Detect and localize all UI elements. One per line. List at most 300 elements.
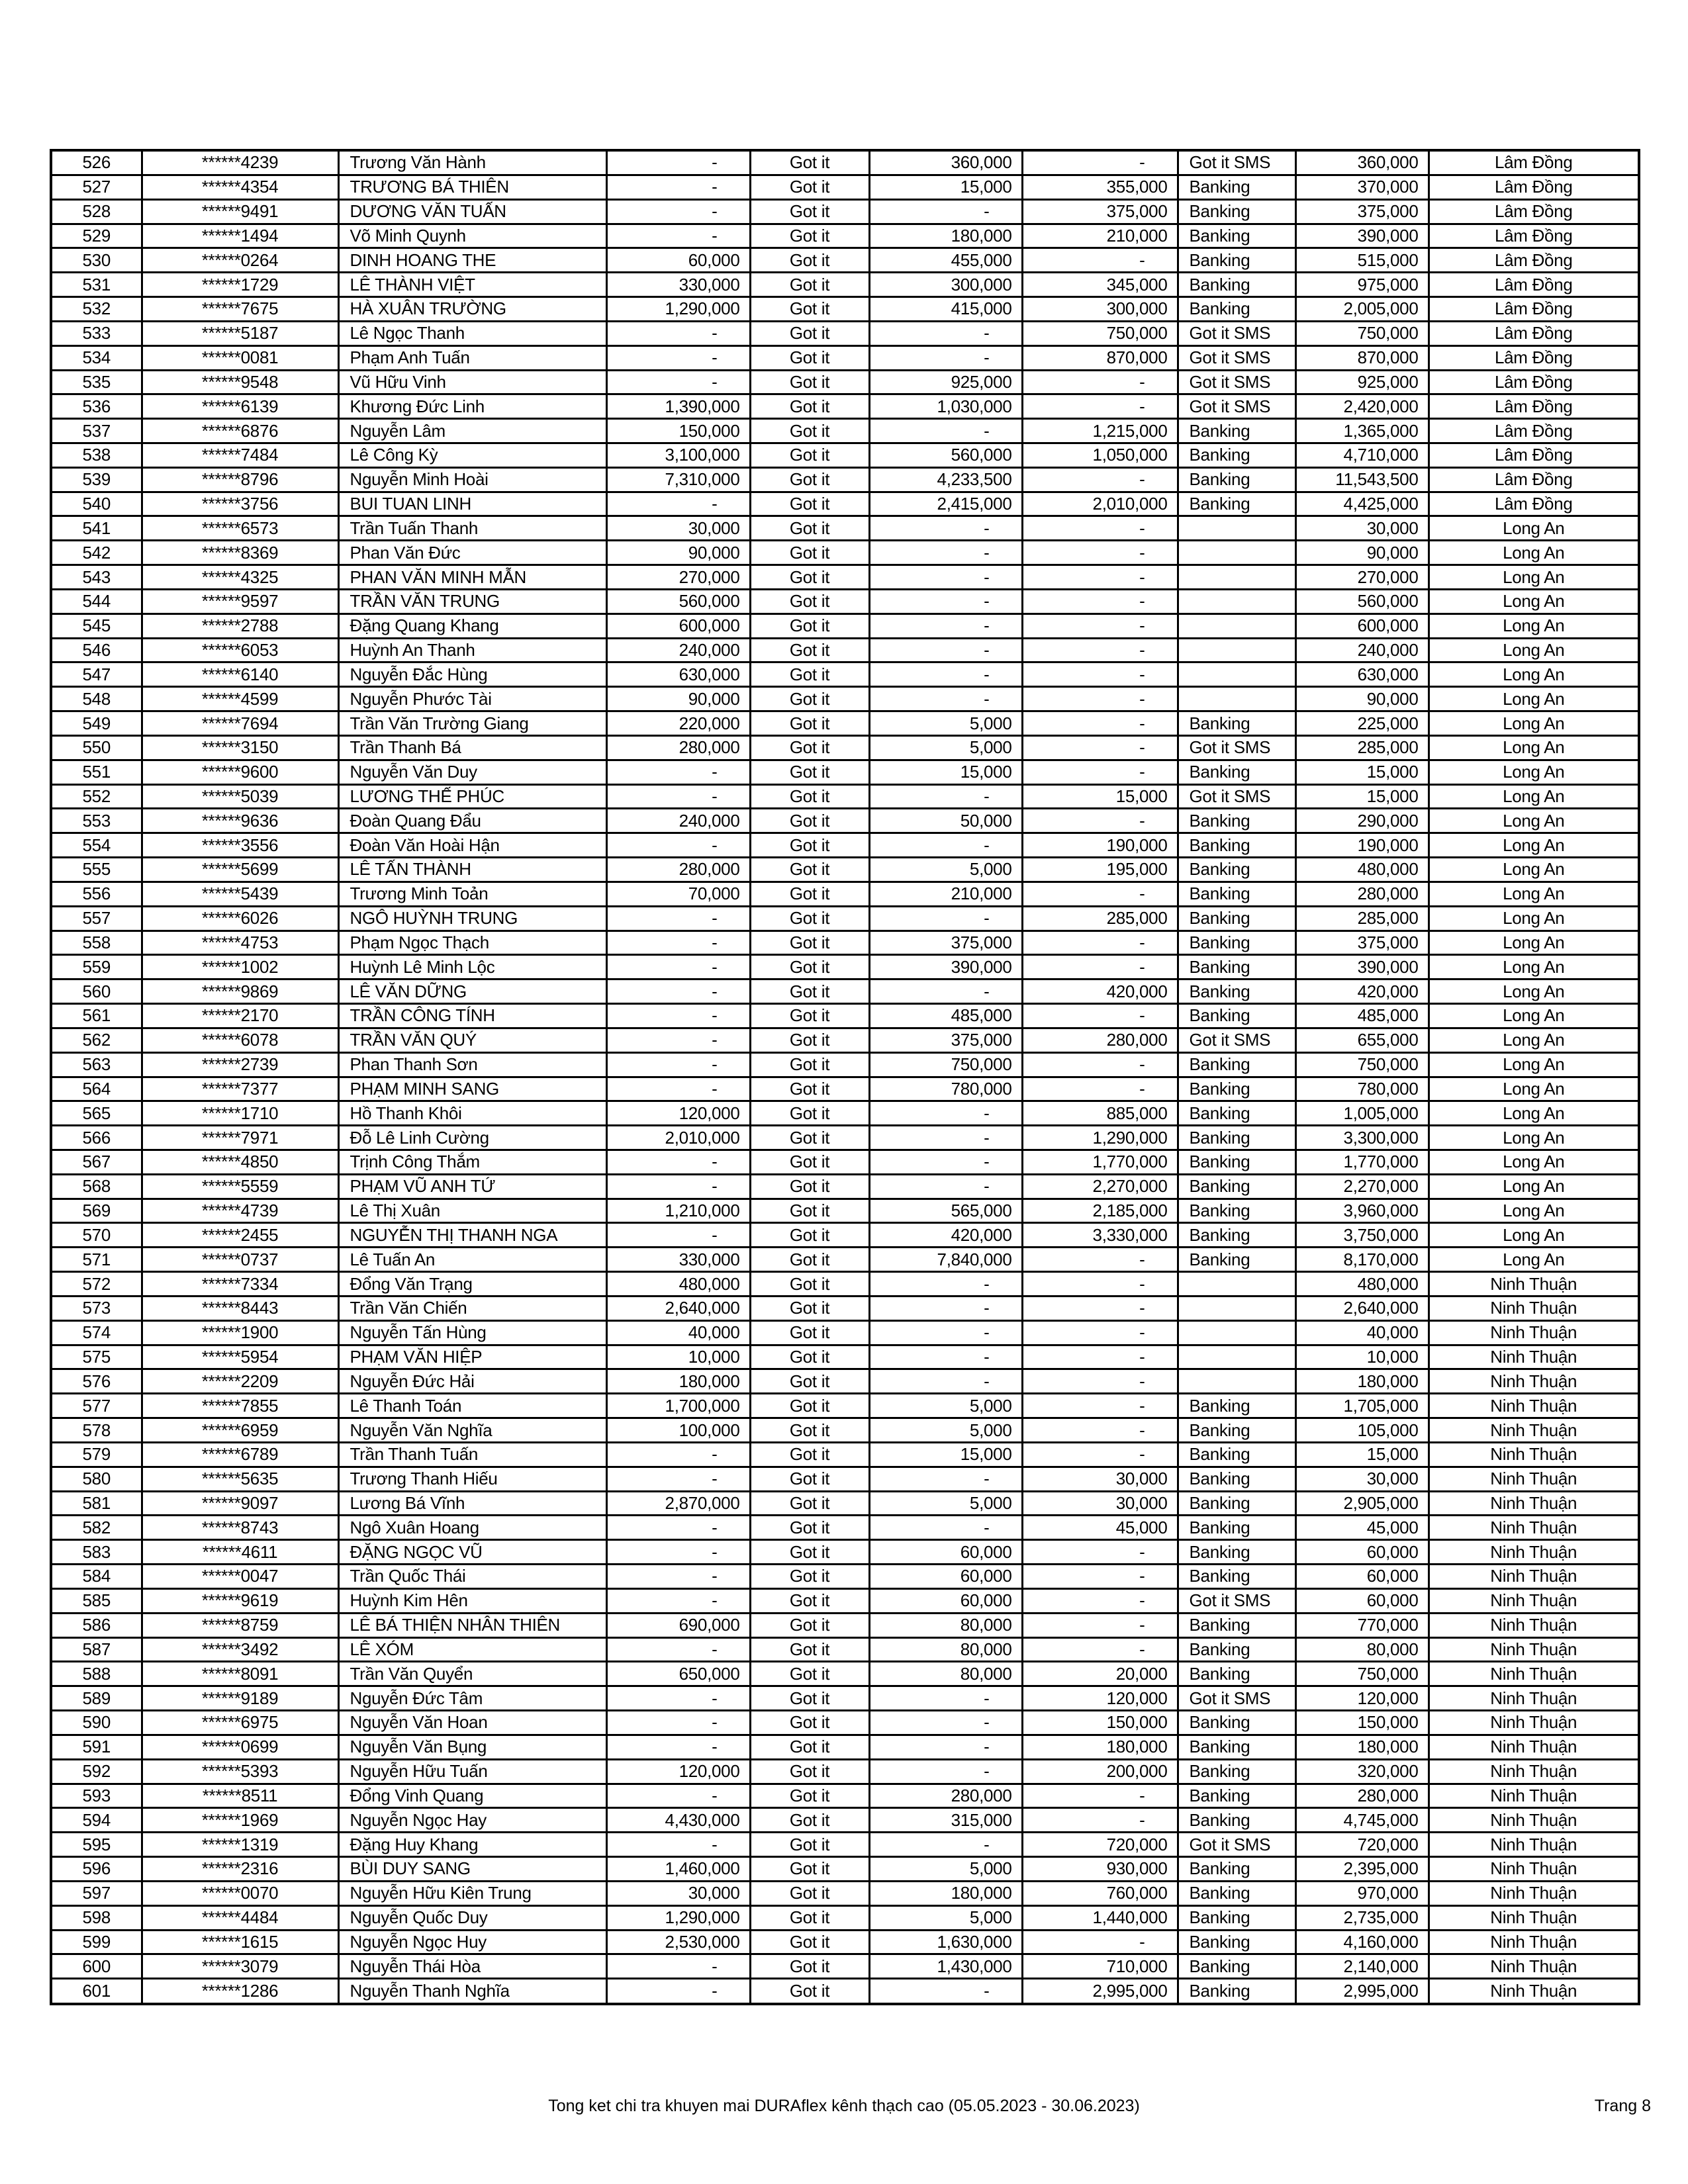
cell-payment-method: Banking: [1178, 1418, 1295, 1443]
cell-total-amount: 750,000: [1295, 1052, 1429, 1077]
cell-amount-1: -: [606, 492, 750, 516]
cell-amount-2: -: [869, 1369, 1022, 1394]
cell-customer-name: LÊ BÁ THIỆN NHÂN THIÊN: [338, 1613, 606, 1637]
cell-province: Ninh Thuận: [1429, 1394, 1639, 1418]
cell-confirm-status: Got it: [750, 833, 869, 858]
cell-masked-phone: ******6139: [142, 394, 338, 419]
cell-customer-name: Nguyễn Quốc Duy: [338, 1905, 606, 1930]
cell-row-number: 585: [51, 1588, 142, 1613]
cell-total-amount: 655,000: [1295, 1028, 1429, 1052]
cell-amount-3: 355,000: [1022, 175, 1178, 199]
cell-row-number: 582: [51, 1516, 142, 1540]
cell-payment-method: Banking: [1178, 1784, 1295, 1808]
cell-confirm-status: Got it: [750, 1905, 869, 1930]
cell-amount-1: 330,000: [606, 273, 750, 297]
cell-customer-name: Trần Văn Quyển: [338, 1662, 606, 1686]
cell-payment-method: Banking: [1178, 1248, 1295, 1272]
cell-payment-method: Banking: [1178, 1954, 1295, 1979]
cell-province: Long An: [1429, 1028, 1639, 1052]
cell-amount-1: -: [606, 345, 750, 370]
cell-province: Lâm Đồng: [1429, 467, 1639, 492]
cell-masked-phone: ******4325: [142, 565, 338, 590]
cell-masked-phone: ******2455: [142, 1223, 338, 1248]
cell-row-number: 559: [51, 955, 142, 979]
cell-masked-phone: ******6959: [142, 1418, 338, 1443]
cell-confirm-status: Got it: [750, 906, 869, 931]
cell-customer-name: ĐẶNG NGỌC VŨ: [338, 1540, 606, 1565]
cell-amount-1: -: [606, 906, 750, 931]
table-row: [51, 1565, 1639, 1589]
cell-amount-3: -: [1022, 882, 1178, 906]
cell-total-amount: 225,000: [1295, 711, 1429, 736]
table-row: [51, 1223, 1639, 1248]
cell-amount-2: -: [869, 638, 1022, 662]
cell-row-number: 594: [51, 1808, 142, 1833]
cell-masked-phone: ******6573: [142, 516, 338, 541]
cell-masked-phone: ******9097: [142, 1491, 338, 1516]
cell-confirm-status: Got it: [750, 273, 869, 297]
cell-payment-method: Banking: [1178, 1223, 1295, 1248]
cell-amount-1: 120,000: [606, 1101, 750, 1126]
cell-total-amount: 600,000: [1295, 614, 1429, 638]
cell-amount-1: 650,000: [606, 1662, 750, 1686]
cell-customer-name: Nguyễn Hữu Kiên Trung: [338, 1881, 606, 1905]
cell-row-number: 578: [51, 1418, 142, 1443]
cell-payment-method: Banking: [1178, 1637, 1295, 1662]
cell-amount-2: -: [869, 614, 1022, 638]
cell-amount-1: 10,000: [606, 1345, 750, 1369]
cell-customer-name: Phan Thanh Sơn: [338, 1052, 606, 1077]
table-row: [51, 224, 1639, 248]
cell-province: Ninh Thuận: [1429, 1735, 1639, 1759]
cell-province: Ninh Thuận: [1429, 1296, 1639, 1320]
cell-row-number: 567: [51, 1150, 142, 1175]
cell-total-amount: 1,365,000: [1295, 419, 1429, 443]
cell-amount-3: 930,000: [1022, 1857, 1178, 1882]
cell-province: Ninh Thuận: [1429, 1588, 1639, 1613]
cell-amount-1: -: [606, 1979, 750, 2004]
cell-payment-method: Banking: [1178, 1174, 1295, 1199]
cell-total-amount: 970,000: [1295, 1881, 1429, 1905]
cell-customer-name: Huỳnh Kim Hên: [338, 1588, 606, 1613]
cell-payment-method: Banking: [1178, 858, 1295, 882]
cell-row-number: 557: [51, 906, 142, 931]
cell-total-amount: 750,000: [1295, 321, 1429, 345]
cell-row-number: 534: [51, 345, 142, 370]
cell-confirm-status: Got it: [750, 1101, 869, 1126]
cell-total-amount: 3,300,000: [1295, 1126, 1429, 1150]
cell-amount-3: 210,000: [1022, 224, 1178, 248]
table-row: [51, 589, 1639, 614]
cell-row-number: 536: [51, 394, 142, 419]
cell-amount-3: 885,000: [1022, 1101, 1178, 1126]
cell-confirm-status: Got it: [750, 1954, 869, 1979]
cell-customer-name: BÙI DUY SANG: [338, 1857, 606, 1882]
cell-amount-1: 240,000: [606, 809, 750, 833]
cell-masked-phone: ******4611: [142, 1540, 338, 1565]
table-row: [51, 1588, 1639, 1613]
cell-amount-2: 415,000: [869, 297, 1022, 322]
cell-total-amount: 30,000: [1295, 1467, 1429, 1491]
cell-total-amount: 480,000: [1295, 1272, 1429, 1297]
cell-amount-1: -: [606, 321, 750, 345]
cell-masked-phone: ******5954: [142, 1345, 338, 1369]
cell-payment-method: [1178, 1272, 1295, 1297]
cell-row-number: 599: [51, 1930, 142, 1954]
cell-amount-1: 100,000: [606, 1418, 750, 1443]
cell-confirm-status: Got it: [750, 1126, 869, 1150]
cell-customer-name: PHAN VĂN MINH MẪN: [338, 565, 606, 590]
cell-customer-name: Nguyễn Văn Bụng: [338, 1735, 606, 1759]
cell-customer-name: Nguyễn Văn Nghĩa: [338, 1418, 606, 1443]
cell-masked-phone: ******4354: [142, 175, 338, 199]
cell-customer-name: Nguyễn Ngọc Huy: [338, 1930, 606, 1954]
cell-customer-name: Trương Thanh Hiếu: [338, 1467, 606, 1491]
cell-amount-3: 3,330,000: [1022, 1223, 1178, 1248]
cell-amount-2: 5,000: [869, 1394, 1022, 1418]
cell-amount-2: 2,415,000: [869, 492, 1022, 516]
cell-customer-name: Trần Thanh Tuấn: [338, 1442, 606, 1467]
cell-masked-phone: ******0699: [142, 1735, 338, 1759]
cell-amount-2: 5,000: [869, 711, 1022, 736]
cell-amount-3: -: [1022, 1540, 1178, 1565]
cell-amount-1: 2,010,000: [606, 1126, 750, 1150]
cell-customer-name: DINH HOANG THE: [338, 248, 606, 273]
table-row: [51, 1735, 1639, 1759]
cell-amount-2: 15,000: [869, 175, 1022, 199]
cell-customer-name: LÊ VĂN DỮNG: [338, 979, 606, 1004]
cell-amount-3: 2,185,000: [1022, 1199, 1178, 1223]
table-row: [51, 467, 1639, 492]
cell-customer-name: Lê Thị Xuân: [338, 1199, 606, 1223]
cell-customer-name: Lê Ngọc Thanh: [338, 321, 606, 345]
cell-amount-1: -: [606, 199, 750, 224]
cell-amount-2: -: [869, 687, 1022, 711]
cell-amount-1: 2,640,000: [606, 1296, 750, 1320]
cell-total-amount: 180,000: [1295, 1369, 1429, 1394]
cell-row-number: 549: [51, 711, 142, 736]
table-row: [51, 1467, 1639, 1491]
table-row: [51, 1077, 1639, 1101]
cell-amount-3: -: [1022, 1588, 1178, 1613]
cell-customer-name: Nguyễn Văn Hoan: [338, 1711, 606, 1735]
cell-amount-2: 5,000: [869, 858, 1022, 882]
table-row: [51, 1028, 1639, 1052]
cell-customer-name: PHẠM MINH SANG: [338, 1077, 606, 1101]
cell-row-number: 589: [51, 1686, 142, 1711]
cell-customer-name: Huỳnh An Thanh: [338, 638, 606, 662]
cell-masked-phone: ******1319: [142, 1833, 338, 1857]
cell-amount-3: 15,000: [1022, 784, 1178, 809]
cell-amount-1: -: [606, 224, 750, 248]
cell-amount-3: -: [1022, 370, 1178, 394]
cell-payment-method: [1178, 614, 1295, 638]
cell-province: Lâm Đồng: [1429, 248, 1639, 273]
cell-payment-method: [1178, 589, 1295, 614]
cell-amount-2: 5,000: [869, 1418, 1022, 1443]
cell-province: Long An: [1429, 1052, 1639, 1077]
table-row: [51, 248, 1639, 273]
cell-customer-name: Trương Minh Toản: [338, 882, 606, 906]
cell-customer-name: Lê Công Kỳ: [338, 443, 606, 467]
cell-amount-3: 45,000: [1022, 1516, 1178, 1540]
cell-amount-2: 210,000: [869, 882, 1022, 906]
cell-amount-2: -: [869, 565, 1022, 590]
cell-amount-1: 600,000: [606, 614, 750, 638]
cell-total-amount: 105,000: [1295, 1418, 1429, 1443]
cell-province: Long An: [1429, 687, 1639, 711]
cell-row-number: 597: [51, 1881, 142, 1905]
cell-payment-method: Banking: [1178, 906, 1295, 931]
table-row: [51, 931, 1639, 955]
cell-customer-name: Nguyễn Đắc Hùng: [338, 662, 606, 687]
cell-amount-3: 420,000: [1022, 979, 1178, 1004]
cell-province: Ninh Thuận: [1429, 1930, 1639, 1954]
cell-confirm-status: Got it: [750, 248, 869, 273]
table-body: [51, 150, 1639, 2004]
cell-total-amount: 190,000: [1295, 833, 1429, 858]
cell-province: Ninh Thuận: [1429, 1345, 1639, 1369]
cell-total-amount: 4,710,000: [1295, 443, 1429, 467]
cell-amount-1: 4,430,000: [606, 1808, 750, 1833]
cell-amount-2: -: [869, 1759, 1022, 1784]
cell-customer-name: Phan Văn Đức: [338, 541, 606, 565]
cell-payment-method: Banking: [1178, 1077, 1295, 1101]
cell-masked-phone: ******8796: [142, 467, 338, 492]
cell-confirm-status: Got it: [750, 150, 869, 175]
cell-customer-name: LÊ THÀNH VIỆT: [338, 273, 606, 297]
cell-province: Ninh Thuận: [1429, 1369, 1639, 1394]
table-row: [51, 858, 1639, 882]
table-row: [51, 1442, 1639, 1467]
cell-province: Ninh Thuận: [1429, 1905, 1639, 1930]
cell-amount-2: 280,000: [869, 1784, 1022, 1808]
cell-confirm-status: Got it: [750, 1150, 869, 1175]
cell-amount-1: 480,000: [606, 1272, 750, 1297]
cell-masked-phone: ******6140: [142, 662, 338, 687]
cell-amount-2: -: [869, 516, 1022, 541]
cell-amount-1: -: [606, 1223, 750, 1248]
cell-confirm-status: Got it: [750, 1467, 869, 1491]
cell-payment-method: Banking: [1178, 1905, 1295, 1930]
cell-confirm-status: Got it: [750, 394, 869, 419]
cell-row-number: 546: [51, 638, 142, 662]
cell-amount-1: 2,870,000: [606, 1491, 750, 1516]
cell-confirm-status: Got it: [750, 1784, 869, 1808]
cell-row-number: 527: [51, 175, 142, 199]
cell-amount-2: 5,000: [869, 1857, 1022, 1882]
cell-confirm-status: Got it: [750, 541, 869, 565]
cell-total-amount: 2,995,000: [1295, 1979, 1429, 2004]
cell-confirm-status: Got it: [750, 1199, 869, 1223]
cell-customer-name: Nguyễn Đức Tâm: [338, 1686, 606, 1711]
cell-masked-phone: ******9636: [142, 809, 338, 833]
table-row: [51, 1686, 1639, 1711]
table-row: [51, 784, 1639, 809]
cell-amount-2: -: [869, 979, 1022, 1004]
cell-province: Long An: [1429, 955, 1639, 979]
cell-total-amount: 15,000: [1295, 760, 1429, 784]
cell-customer-name: TRẦN VĂN QUÝ: [338, 1028, 606, 1052]
cell-amount-3: -: [1022, 955, 1178, 979]
cell-confirm-status: Got it: [750, 1077, 869, 1101]
table-row: [51, 1930, 1639, 1954]
cell-masked-phone: ******6078: [142, 1028, 338, 1052]
cell-amount-3: -: [1022, 248, 1178, 273]
cell-amount-3: 710,000: [1022, 1954, 1178, 1979]
table-row: [51, 1954, 1639, 1979]
cell-total-amount: 280,000: [1295, 1784, 1429, 1808]
table-row: [51, 394, 1639, 419]
cell-amount-2: -: [869, 1711, 1022, 1735]
cell-province: Long An: [1429, 638, 1639, 662]
cell-total-amount: 240,000: [1295, 638, 1429, 662]
cell-amount-3: 1,770,000: [1022, 1150, 1178, 1175]
cell-amount-3: 280,000: [1022, 1028, 1178, 1052]
cell-amount-2: -: [869, 1272, 1022, 1297]
cell-row-number: 565: [51, 1101, 142, 1126]
cell-total-amount: 4,745,000: [1295, 1808, 1429, 1833]
cell-payment-method: Got it SMS: [1178, 784, 1295, 809]
table-row: [51, 1345, 1639, 1369]
cell-total-amount: 2,140,000: [1295, 1954, 1429, 1979]
cell-masked-phone: ******8369: [142, 541, 338, 565]
cell-row-number: 529: [51, 224, 142, 248]
cell-masked-phone: ******3756: [142, 492, 338, 516]
cell-amount-3: -: [1022, 394, 1178, 419]
cell-total-amount: 3,750,000: [1295, 1223, 1429, 1248]
table-row: [51, 1150, 1639, 1175]
table-row: [51, 492, 1639, 516]
cell-amount-3: -: [1022, 1930, 1178, 1954]
table-row: [51, 662, 1639, 687]
cell-amount-1: 1,460,000: [606, 1857, 750, 1882]
cell-confirm-status: Got it: [750, 1735, 869, 1759]
cell-row-number: 592: [51, 1759, 142, 1784]
cell-amount-2: 1,430,000: [869, 1954, 1022, 1979]
cell-total-amount: 285,000: [1295, 735, 1429, 760]
cell-confirm-status: Got it: [750, 979, 869, 1004]
cell-province: Ninh Thuận: [1429, 1491, 1639, 1516]
table-row: [51, 760, 1639, 784]
cell-amount-2: 7,840,000: [869, 1248, 1022, 1272]
cell-row-number: 556: [51, 882, 142, 906]
cell-row-number: 570: [51, 1223, 142, 1248]
cell-amount-1: -: [606, 979, 750, 1004]
cell-amount-3: -: [1022, 1784, 1178, 1808]
cell-payment-method: [1178, 565, 1295, 590]
cell-masked-phone: ******5439: [142, 882, 338, 906]
cell-masked-phone: ******4739: [142, 1199, 338, 1223]
cell-amount-2: 4,233,500: [869, 467, 1022, 492]
cell-confirm-status: Got it: [750, 858, 869, 882]
cell-masked-phone: ******6026: [142, 906, 338, 931]
cell-amount-1: -: [606, 833, 750, 858]
cell-payment-method: Banking: [1178, 467, 1295, 492]
cell-amount-3: 2,270,000: [1022, 1174, 1178, 1199]
cell-amount-2: -: [869, 345, 1022, 370]
cell-amount-2: 80,000: [869, 1662, 1022, 1686]
cell-row-number: 577: [51, 1394, 142, 1418]
table-row: [51, 1784, 1639, 1808]
cell-amount-3: -: [1022, 1613, 1178, 1637]
cell-masked-phone: ******1729: [142, 273, 338, 297]
cell-amount-2: 60,000: [869, 1588, 1022, 1613]
cell-customer-name: Hồ Thanh Khôi: [338, 1101, 606, 1126]
cell-row-number: 542: [51, 541, 142, 565]
cell-masked-phone: ******2788: [142, 614, 338, 638]
cell-amount-3: -: [1022, 1248, 1178, 1272]
cell-total-amount: 60,000: [1295, 1540, 1429, 1565]
cell-payment-method: Banking: [1178, 833, 1295, 858]
cell-row-number: 569: [51, 1199, 142, 1223]
table-row: [51, 1296, 1639, 1320]
cell-amount-3: 2,995,000: [1022, 1979, 1178, 2004]
cell-amount-1: 120,000: [606, 1759, 750, 1784]
cell-total-amount: 770,000: [1295, 1613, 1429, 1637]
cell-amount-1: -: [606, 150, 750, 175]
cell-amount-3: -: [1022, 760, 1178, 784]
cell-row-number: 580: [51, 1467, 142, 1491]
cell-payment-method: Banking: [1178, 1735, 1295, 1759]
cell-province: Ninh Thuận: [1429, 1759, 1639, 1784]
table-row: [51, 1052, 1639, 1077]
cell-customer-name: Nguyễn Đức Hải: [338, 1369, 606, 1394]
cell-customer-name: BUI TUAN LINH: [338, 492, 606, 516]
cell-province: Long An: [1429, 784, 1639, 809]
cell-confirm-status: Got it: [750, 1686, 869, 1711]
cell-confirm-status: Got it: [750, 760, 869, 784]
cell-amount-1: -: [606, 1467, 750, 1491]
cell-confirm-status: Got it: [750, 614, 869, 638]
cell-province: Long An: [1429, 760, 1639, 784]
cell-masked-phone: ******7377: [142, 1077, 338, 1101]
cell-amount-2: -: [869, 1979, 1022, 2004]
cell-customer-name: Trần Thanh Bá: [338, 735, 606, 760]
cell-customer-name: LÊ TẤN THÀNH: [338, 858, 606, 882]
cell-amount-3: 180,000: [1022, 1735, 1178, 1759]
cell-amount-2: 50,000: [869, 809, 1022, 833]
cell-province: Long An: [1429, 1126, 1639, 1150]
cell-payment-method: Got it SMS: [1178, 394, 1295, 419]
cell-amount-2: 15,000: [869, 760, 1022, 784]
cell-amount-1: -: [606, 1052, 750, 1077]
cell-total-amount: 2,905,000: [1295, 1491, 1429, 1516]
cell-payment-method: Banking: [1178, 979, 1295, 1004]
cell-amount-1: -: [606, 1686, 750, 1711]
cell-total-amount: 2,270,000: [1295, 1174, 1429, 1199]
cell-amount-1: 7,310,000: [606, 467, 750, 492]
cell-masked-phone: ******9491: [142, 199, 338, 224]
cell-payment-method: Banking: [1178, 760, 1295, 784]
cell-confirm-status: Got it: [750, 735, 869, 760]
cell-total-amount: 60,000: [1295, 1588, 1429, 1613]
cell-province: Ninh Thuận: [1429, 1467, 1639, 1491]
cell-province: Lâm Đồng: [1429, 199, 1639, 224]
cell-row-number: 526: [51, 150, 142, 175]
cell-customer-name: Trương Văn Hành: [338, 150, 606, 175]
table-row: [51, 711, 1639, 736]
cell-amount-3: -: [1022, 1442, 1178, 1467]
cell-amount-2: -: [869, 1833, 1022, 1857]
table-row: [51, 1004, 1639, 1028]
cell-confirm-status: Got it: [750, 1320, 869, 1345]
cell-amount-3: -: [1022, 541, 1178, 565]
cell-row-number: 568: [51, 1174, 142, 1199]
cell-confirm-status: Got it: [750, 1637, 869, 1662]
cell-confirm-status: Got it: [750, 1272, 869, 1297]
cell-masked-phone: ******4753: [142, 931, 338, 955]
